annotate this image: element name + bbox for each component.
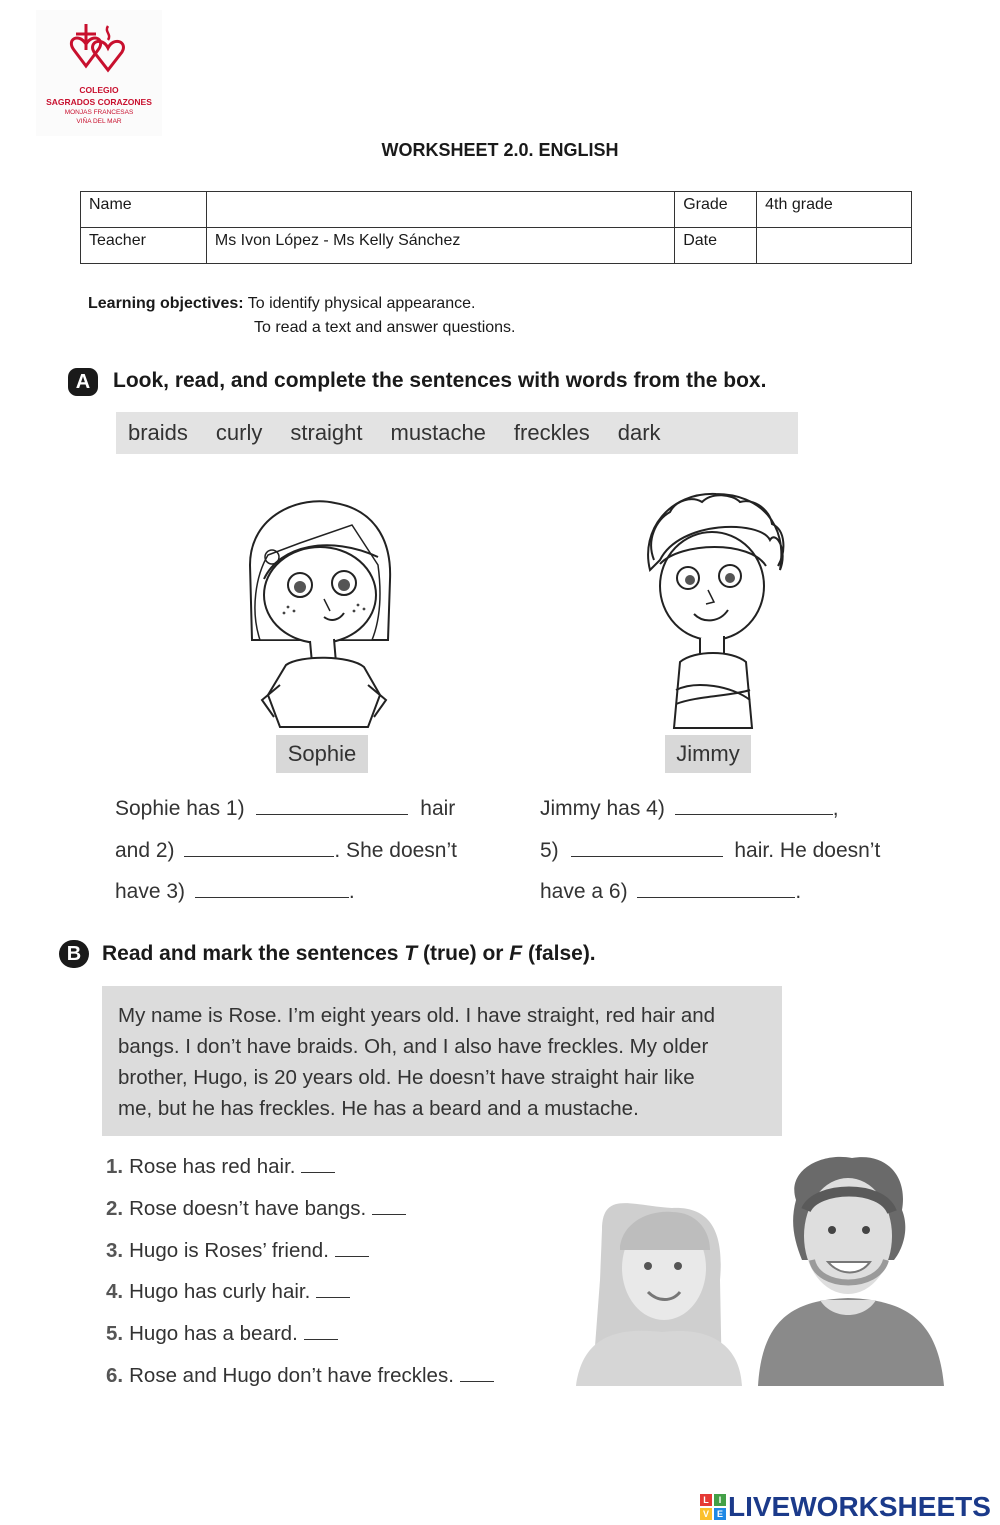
question-number: 2. [106,1197,124,1220]
sophie-sentence-line-2 [115,839,457,863]
word-straight: straight [290,420,363,445]
tf-answer-blank-5[interactable] [304,1322,338,1340]
word-braids: braids [128,420,188,445]
word-dark: dark [617,420,661,445]
sentence-text: Sophie has 1) [115,797,245,820]
answer-blank-2[interactable] [184,839,334,857]
question-text: Hugo has a beard. [129,1322,298,1345]
title-text: (false). [522,942,596,965]
question-2 [106,1197,406,1221]
reading-line: brother, Hugo, is 20 years old. He doesn’t have straight hair like [118,1066,695,1089]
logo-text-congregation: MONJAS FRANCESAS [64,109,134,116]
grid-letter: E [714,1508,726,1520]
reading-text-box [102,986,782,1136]
tf-answer-blank-6[interactable] [460,1364,494,1382]
sentence-text: . She doesn’t [334,839,457,862]
answer-blank-5[interactable] [571,839,723,857]
title-text: (true) or [417,942,510,965]
sophie-sentence-line-3 [115,880,355,904]
title-f: F [509,942,523,965]
question-text: Hugo has curly hair. [129,1280,311,1303]
sophie-sentence-line-1 [115,797,455,821]
sentence-text: have 3) [115,880,186,903]
question-text: Hugo is Roses’ friend. [129,1239,329,1262]
name-label: Name [81,192,207,228]
tf-answer-blank-1[interactable] [301,1155,335,1173]
question-1 [106,1155,335,1179]
sentence-text: have a 6) [540,880,628,903]
table-row [81,228,912,264]
title-text: Read and mark the sentences [102,942,405,965]
teacher-label: Teacher [81,228,207,264]
question-6 [106,1364,494,1388]
word-freckles: freckles [513,420,590,445]
student-info-table [80,191,912,264]
objective-1: To identify physical appearance. [247,295,476,312]
reading-line: My name is Rose. I’m eight years old. I have straight, red hair and [118,1004,716,1027]
question-3 [106,1239,369,1263]
grid-letter: I [714,1494,726,1506]
section-b-title [102,942,596,966]
jimmy-sentence-line-2 [540,839,880,863]
reading-line: bangs. I don’t have braids. Oh, and I also have freckles. My older [118,1035,709,1058]
name-field[interactable] [206,192,674,228]
tf-answer-blank-4[interactable] [316,1280,350,1298]
logo-text-school-name: SAGRADOS CORAZONES [46,97,152,107]
question-text: Rose has red hair. [129,1155,296,1178]
sentence-text: and 2) [115,839,175,862]
date-field[interactable] [757,228,912,264]
jimmy-sentence-line-3 [540,880,801,904]
grid-letter: L [700,1494,712,1506]
sentence-text: . [795,880,802,903]
title-t: T [404,942,418,965]
question-number: 5. [106,1322,124,1345]
question-number: 3. [106,1239,124,1262]
date-label: Date [675,228,757,264]
liveworksheets-brand[interactable] [700,1490,991,1524]
table-row [81,192,912,228]
answer-blank-4[interactable] [675,797,833,815]
sophie-illustration [240,495,400,735]
answer-blank-1[interactable] [256,797,408,815]
sentence-text: 5) [540,839,559,862]
question-number: 1. [106,1155,124,1178]
liveworksheets-wordmark: LIVEWORKSHEETS [728,1491,991,1522]
objectives-label: Learning objectives: [88,295,244,312]
sentence-text: hair. He doesn’t [734,839,881,862]
answer-blank-6[interactable] [637,880,795,898]
answer-blank-3[interactable] [195,880,349,898]
question-4 [106,1280,350,1304]
school-logo [36,10,162,136]
word-box [116,412,798,454]
section-a-title: Look, read, and complete the sentences with words from the box. [113,369,767,392]
sophie-name-tag: Sophie [276,735,368,773]
grade-value: 4th grade [757,192,912,228]
question-text: Rose and Hugo don’t have freckles. [129,1364,454,1387]
tf-answer-blank-2[interactable] [372,1197,406,1215]
objective-2: To read a text and answer questions. [254,319,516,336]
learning-objectives [88,292,516,340]
word-mustache: mustache [390,420,486,445]
sentence-text: hair [420,797,456,820]
question-5 [106,1322,338,1346]
sentence-text: Jimmy has 4) [540,797,665,820]
question-number: 6. [106,1364,124,1387]
tf-answer-blank-3[interactable] [335,1239,369,1257]
section-a-badge: A [68,368,98,396]
sacred-hearts-emblem-icon [64,20,134,84]
jimmy-name-tag: Jimmy [665,735,751,773]
grid-letter: V [700,1508,712,1520]
jimmy-illustration [640,490,790,735]
grade-label: Grade [675,192,757,228]
section-b-badge: B [59,940,89,968]
reading-line: me, but he has freckles. He has a beard and a mustache. [118,1097,639,1120]
liveworksheets-grid-icon [700,1494,726,1520]
question-number: 4. [106,1280,124,1303]
word-curly: curly [215,420,263,445]
logo-text-colegio: COLEGIO [79,85,119,95]
question-text: Rose doesn’t have bangs. [129,1197,367,1220]
sentence-text: , [832,797,839,820]
jimmy-sentence-line-1 [540,797,839,821]
sentence-text: . [348,880,355,903]
teacher-value: Ms Ivon López - Ms Kelly Sánchez [206,228,674,264]
logo-text-city: VIÑA DEL MAR [76,118,122,125]
rose-and-hugo-photo [572,1150,948,1386]
worksheet-title: WORKSHEET 2.0. ENGLISH [381,140,619,160]
